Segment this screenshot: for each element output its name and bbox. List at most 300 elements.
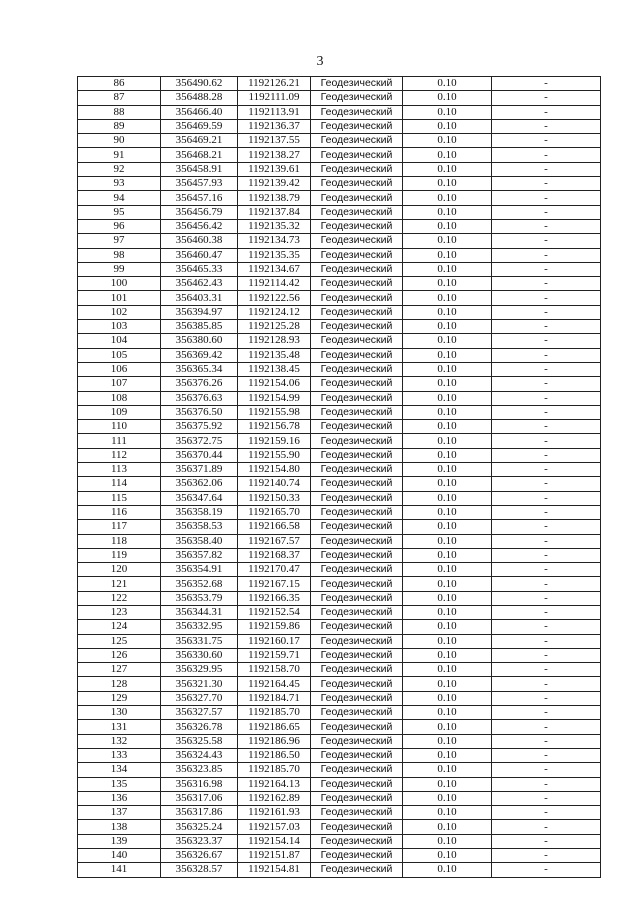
description-cell: - bbox=[492, 691, 601, 705]
method-cell: Геодезический bbox=[311, 706, 403, 720]
x-coordinate-cell: 356358.19 bbox=[161, 505, 238, 519]
x-coordinate-cell: 356326.67 bbox=[161, 849, 238, 863]
table-row bbox=[78, 277, 601, 291]
description-cell: - bbox=[492, 177, 601, 191]
y-coordinate-cell: 1192138.27 bbox=[238, 148, 311, 162]
description-cell: - bbox=[492, 734, 601, 748]
description-cell: - bbox=[492, 134, 601, 148]
method-cell: Геодезический bbox=[311, 362, 403, 376]
table-row bbox=[78, 119, 601, 133]
y-coordinate-cell: 1192137.55 bbox=[238, 134, 311, 148]
description-cell: - bbox=[492, 77, 601, 91]
y-coordinate-cell: 1192152.54 bbox=[238, 605, 311, 619]
method-cell: Геодезический bbox=[311, 849, 403, 863]
point-number-cell: 89 bbox=[78, 119, 161, 133]
y-coordinate-cell: 1192165.70 bbox=[238, 505, 311, 519]
accuracy-cell: 0.10 bbox=[403, 148, 492, 162]
x-coordinate-cell: 356316.98 bbox=[161, 777, 238, 791]
table-row bbox=[78, 706, 601, 720]
method-cell: Геодезический bbox=[311, 691, 403, 705]
table-row bbox=[78, 434, 601, 448]
point-number-cell: 126 bbox=[78, 648, 161, 662]
table-row bbox=[78, 834, 601, 848]
description-cell: - bbox=[492, 420, 601, 434]
y-coordinate-cell: 1192128.93 bbox=[238, 334, 311, 348]
point-number-cell: 121 bbox=[78, 577, 161, 591]
accuracy-cell: 0.10 bbox=[403, 605, 492, 619]
table-row bbox=[78, 863, 601, 877]
x-coordinate-cell: 356468.21 bbox=[161, 148, 238, 162]
y-coordinate-cell: 1192154.06 bbox=[238, 377, 311, 391]
accuracy-cell: 0.10 bbox=[403, 405, 492, 419]
point-number-cell: 139 bbox=[78, 834, 161, 848]
point-number-cell: 104 bbox=[78, 334, 161, 348]
method-cell: Геодезический bbox=[311, 391, 403, 405]
method-cell: Геодезический bbox=[311, 820, 403, 834]
x-coordinate-cell: 356323.85 bbox=[161, 763, 238, 777]
accuracy-cell: 0.10 bbox=[403, 305, 492, 319]
x-coordinate-cell: 356462.43 bbox=[161, 277, 238, 291]
table-row bbox=[78, 405, 601, 419]
x-coordinate-cell: 356326.78 bbox=[161, 720, 238, 734]
method-cell: Геодезический bbox=[311, 291, 403, 305]
table-row bbox=[78, 791, 601, 805]
y-coordinate-cell: 1192154.99 bbox=[238, 391, 311, 405]
accuracy-cell: 0.10 bbox=[403, 420, 492, 434]
table-row bbox=[78, 191, 601, 205]
table-row bbox=[78, 820, 601, 834]
description-cell: - bbox=[492, 219, 601, 233]
x-coordinate-cell: 356352.68 bbox=[161, 577, 238, 591]
table-row bbox=[78, 520, 601, 534]
description-cell: - bbox=[492, 605, 601, 619]
x-coordinate-cell: 356465.33 bbox=[161, 262, 238, 276]
description-cell: - bbox=[492, 849, 601, 863]
x-coordinate-cell: 356354.91 bbox=[161, 563, 238, 577]
point-number-cell: 111 bbox=[78, 434, 161, 448]
point-number-cell: 140 bbox=[78, 849, 161, 863]
table-row bbox=[78, 691, 601, 705]
x-coordinate-cell: 356488.28 bbox=[161, 91, 238, 105]
point-number-cell: 123 bbox=[78, 605, 161, 619]
y-coordinate-cell: 1192164.13 bbox=[238, 777, 311, 791]
table-row bbox=[78, 591, 601, 605]
y-coordinate-cell: 1192154.80 bbox=[238, 463, 311, 477]
accuracy-cell: 0.10 bbox=[403, 391, 492, 405]
y-coordinate-cell: 1192186.65 bbox=[238, 720, 311, 734]
table-row bbox=[78, 291, 601, 305]
table-row bbox=[78, 849, 601, 863]
x-coordinate-cell: 356394.97 bbox=[161, 305, 238, 319]
method-cell: Геодезический bbox=[311, 234, 403, 248]
point-number-cell: 117 bbox=[78, 520, 161, 534]
point-number-cell: 96 bbox=[78, 219, 161, 233]
method-cell: Геодезический bbox=[311, 134, 403, 148]
method-cell: Геодезический bbox=[311, 177, 403, 191]
y-coordinate-cell: 1192135.48 bbox=[238, 348, 311, 362]
y-coordinate-cell: 1192139.61 bbox=[238, 162, 311, 176]
y-coordinate-cell: 1192154.14 bbox=[238, 834, 311, 848]
x-coordinate-cell: 356385.85 bbox=[161, 320, 238, 334]
method-cell: Геодезический bbox=[311, 162, 403, 176]
point-number-cell: 95 bbox=[78, 205, 161, 219]
description-cell: - bbox=[492, 248, 601, 262]
method-cell: Геодезический bbox=[311, 634, 403, 648]
accuracy-cell: 0.10 bbox=[403, 134, 492, 148]
x-coordinate-cell: 356456.42 bbox=[161, 219, 238, 233]
description-cell: - bbox=[492, 405, 601, 419]
table-row bbox=[78, 563, 601, 577]
description-cell: - bbox=[492, 334, 601, 348]
method-cell: Геодезический bbox=[311, 534, 403, 548]
point-number-cell: 99 bbox=[78, 262, 161, 276]
point-number-cell: 133 bbox=[78, 748, 161, 762]
description-cell: - bbox=[492, 591, 601, 605]
accuracy-cell: 0.10 bbox=[403, 362, 492, 376]
description-cell: - bbox=[492, 448, 601, 462]
point-number-cell: 109 bbox=[78, 405, 161, 419]
x-coordinate-cell: 356375.92 bbox=[161, 420, 238, 434]
accuracy-cell: 0.10 bbox=[403, 119, 492, 133]
page-number: 3 bbox=[316, 54, 324, 69]
method-cell: Геодезический bbox=[311, 377, 403, 391]
accuracy-cell: 0.10 bbox=[403, 534, 492, 548]
y-coordinate-cell: 1192185.70 bbox=[238, 706, 311, 720]
method-cell: Геодезический bbox=[311, 219, 403, 233]
method-cell: Геодезический bbox=[311, 648, 403, 662]
description-cell: - bbox=[492, 534, 601, 548]
x-coordinate-cell: 356376.63 bbox=[161, 391, 238, 405]
description-cell: - bbox=[492, 148, 601, 162]
point-number-cell: 93 bbox=[78, 177, 161, 191]
x-coordinate-cell: 356332.95 bbox=[161, 620, 238, 634]
method-cell: Геодезический bbox=[311, 791, 403, 805]
table-row bbox=[78, 806, 601, 820]
table-row bbox=[78, 305, 601, 319]
method-cell: Геодезический bbox=[311, 320, 403, 334]
point-number-cell: 102 bbox=[78, 305, 161, 319]
table-row bbox=[78, 262, 601, 276]
y-coordinate-cell: 1192155.98 bbox=[238, 405, 311, 419]
method-cell: Геодезический bbox=[311, 463, 403, 477]
accuracy-cell: 0.10 bbox=[403, 620, 492, 634]
table-row bbox=[78, 134, 601, 148]
method-cell: Геодезический bbox=[311, 434, 403, 448]
description-cell: - bbox=[492, 777, 601, 791]
description-cell: - bbox=[492, 663, 601, 677]
method-cell: Геодезический bbox=[311, 577, 403, 591]
method-cell: Геодезический bbox=[311, 405, 403, 419]
y-coordinate-cell: 1192124.12 bbox=[238, 305, 311, 319]
method-cell: Геодезический bbox=[311, 448, 403, 462]
point-number-cell: 127 bbox=[78, 663, 161, 677]
x-coordinate-cell: 356380.60 bbox=[161, 334, 238, 348]
accuracy-cell: 0.10 bbox=[403, 348, 492, 362]
y-coordinate-cell: 1192167.57 bbox=[238, 534, 311, 548]
method-cell: Геодезический bbox=[311, 763, 403, 777]
accuracy-cell: 0.10 bbox=[403, 548, 492, 562]
point-number-cell: 105 bbox=[78, 348, 161, 362]
description-cell: - bbox=[492, 377, 601, 391]
coordinates-table-body bbox=[78, 77, 601, 878]
point-number-cell: 138 bbox=[78, 820, 161, 834]
description-cell: - bbox=[492, 91, 601, 105]
table-row bbox=[78, 391, 601, 405]
accuracy-cell: 0.10 bbox=[403, 234, 492, 248]
point-number-cell: 135 bbox=[78, 777, 161, 791]
point-number-cell: 128 bbox=[78, 677, 161, 691]
method-cell: Геодезический bbox=[311, 605, 403, 619]
table-row bbox=[78, 648, 601, 662]
point-number-cell: 132 bbox=[78, 734, 161, 748]
point-number-cell: 115 bbox=[78, 491, 161, 505]
table-row bbox=[78, 91, 601, 105]
accuracy-cell: 0.10 bbox=[403, 734, 492, 748]
x-coordinate-cell: 356469.59 bbox=[161, 119, 238, 133]
x-coordinate-cell: 356457.16 bbox=[161, 191, 238, 205]
description-cell: - bbox=[492, 234, 601, 248]
method-cell: Геодезический bbox=[311, 105, 403, 119]
description-cell: - bbox=[492, 277, 601, 291]
method-cell: Геодезический bbox=[311, 334, 403, 348]
description-cell: - bbox=[492, 119, 601, 133]
method-cell: Геодезический bbox=[311, 677, 403, 691]
accuracy-cell: 0.10 bbox=[403, 177, 492, 191]
y-coordinate-cell: 1192156.78 bbox=[238, 420, 311, 434]
y-coordinate-cell: 1192164.45 bbox=[238, 677, 311, 691]
point-number-cell: 131 bbox=[78, 720, 161, 734]
accuracy-cell: 0.10 bbox=[403, 105, 492, 119]
accuracy-cell: 0.10 bbox=[403, 463, 492, 477]
x-coordinate-cell: 356324.43 bbox=[161, 748, 238, 762]
y-coordinate-cell: 1192136.37 bbox=[238, 119, 311, 133]
method-cell: Геодезический bbox=[311, 734, 403, 748]
x-coordinate-cell: 356376.26 bbox=[161, 377, 238, 391]
point-number-cell: 122 bbox=[78, 591, 161, 605]
table-row bbox=[78, 320, 601, 334]
x-coordinate-cell: 356457.93 bbox=[161, 177, 238, 191]
description-cell: - bbox=[492, 620, 601, 634]
method-cell: Геодезический bbox=[311, 205, 403, 219]
x-coordinate-cell: 356353.79 bbox=[161, 591, 238, 605]
table-row bbox=[78, 248, 601, 262]
table-row bbox=[78, 748, 601, 762]
description-cell: - bbox=[492, 491, 601, 505]
table-row bbox=[78, 348, 601, 362]
x-coordinate-cell: 356344.31 bbox=[161, 605, 238, 619]
y-coordinate-cell: 1192134.67 bbox=[238, 262, 311, 276]
description-cell: - bbox=[492, 806, 601, 820]
y-coordinate-cell: 1192162.89 bbox=[238, 791, 311, 805]
x-coordinate-cell: 356325.24 bbox=[161, 820, 238, 834]
accuracy-cell: 0.10 bbox=[403, 777, 492, 791]
table-row bbox=[78, 448, 601, 462]
description-cell: - bbox=[492, 191, 601, 205]
x-coordinate-cell: 356325.58 bbox=[161, 734, 238, 748]
y-coordinate-cell: 1192122.56 bbox=[238, 291, 311, 305]
x-coordinate-cell: 356329.95 bbox=[161, 663, 238, 677]
accuracy-cell: 0.10 bbox=[403, 849, 492, 863]
method-cell: Геодезический bbox=[311, 520, 403, 534]
point-number-cell: 86 bbox=[78, 77, 161, 91]
y-coordinate-cell: 1192184.71 bbox=[238, 691, 311, 705]
description-cell: - bbox=[492, 548, 601, 562]
y-coordinate-cell: 1192138.79 bbox=[238, 191, 311, 205]
point-number-cell: 129 bbox=[78, 691, 161, 705]
x-coordinate-cell: 356331.75 bbox=[161, 634, 238, 648]
table-row bbox=[78, 463, 601, 477]
x-coordinate-cell: 356372.75 bbox=[161, 434, 238, 448]
point-number-cell: 119 bbox=[78, 548, 161, 562]
method-cell: Геодезический bbox=[311, 663, 403, 677]
table-row bbox=[78, 605, 601, 619]
coordinates-table bbox=[77, 76, 601, 878]
y-coordinate-cell: 1192159.86 bbox=[238, 620, 311, 634]
point-number-cell: 120 bbox=[78, 563, 161, 577]
x-coordinate-cell: 356371.89 bbox=[161, 463, 238, 477]
x-coordinate-cell: 356458.91 bbox=[161, 162, 238, 176]
table-row bbox=[78, 634, 601, 648]
point-number-cell: 112 bbox=[78, 448, 161, 462]
table-row bbox=[78, 177, 601, 191]
point-number-cell: 136 bbox=[78, 791, 161, 805]
point-number-cell: 130 bbox=[78, 706, 161, 720]
y-coordinate-cell: 1192135.35 bbox=[238, 248, 311, 262]
y-coordinate-cell: 1192138.45 bbox=[238, 362, 311, 376]
x-coordinate-cell: 356317.86 bbox=[161, 806, 238, 820]
accuracy-cell: 0.10 bbox=[403, 320, 492, 334]
y-coordinate-cell: 1192160.17 bbox=[238, 634, 311, 648]
point-number-cell: 125 bbox=[78, 634, 161, 648]
description-cell: - bbox=[492, 763, 601, 777]
table-row bbox=[78, 105, 601, 119]
accuracy-cell: 0.10 bbox=[403, 477, 492, 491]
accuracy-cell: 0.10 bbox=[403, 663, 492, 677]
y-coordinate-cell: 1192155.90 bbox=[238, 448, 311, 462]
table-row bbox=[78, 491, 601, 505]
description-cell: - bbox=[492, 362, 601, 376]
point-number-cell: 98 bbox=[78, 248, 161, 262]
point-number-cell: 114 bbox=[78, 477, 161, 491]
accuracy-cell: 0.10 bbox=[403, 748, 492, 762]
x-coordinate-cell: 356358.53 bbox=[161, 520, 238, 534]
accuracy-cell: 0.10 bbox=[403, 334, 492, 348]
point-number-cell: 113 bbox=[78, 463, 161, 477]
description-cell: - bbox=[492, 162, 601, 176]
table-row bbox=[78, 663, 601, 677]
x-coordinate-cell: 356330.60 bbox=[161, 648, 238, 662]
accuracy-cell: 0.10 bbox=[403, 563, 492, 577]
description-cell: - bbox=[492, 520, 601, 534]
table-row bbox=[78, 162, 601, 176]
accuracy-cell: 0.10 bbox=[403, 505, 492, 519]
y-coordinate-cell: 1192157.03 bbox=[238, 820, 311, 834]
method-cell: Геодезический bbox=[311, 620, 403, 634]
accuracy-cell: 0.10 bbox=[403, 77, 492, 91]
accuracy-cell: 0.10 bbox=[403, 277, 492, 291]
method-cell: Геодезический bbox=[311, 348, 403, 362]
method-cell: Геодезический bbox=[311, 477, 403, 491]
method-cell: Геодезический bbox=[311, 491, 403, 505]
description-cell: - bbox=[492, 706, 601, 720]
description-cell: - bbox=[492, 348, 601, 362]
y-coordinate-cell: 1192150.33 bbox=[238, 491, 311, 505]
point-number-cell: 88 bbox=[78, 105, 161, 119]
y-coordinate-cell: 1192168.37 bbox=[238, 548, 311, 562]
y-coordinate-cell: 1192139.42 bbox=[238, 177, 311, 191]
description-cell: - bbox=[492, 634, 601, 648]
table-row bbox=[78, 720, 601, 734]
point-number-cell: 103 bbox=[78, 320, 161, 334]
point-number-cell: 97 bbox=[78, 234, 161, 248]
point-number-cell: 91 bbox=[78, 148, 161, 162]
accuracy-cell: 0.10 bbox=[403, 448, 492, 462]
point-number-cell: 90 bbox=[78, 134, 161, 148]
table-row bbox=[78, 548, 601, 562]
description-cell: - bbox=[492, 205, 601, 219]
x-coordinate-cell: 356328.57 bbox=[161, 863, 238, 877]
accuracy-cell: 0.10 bbox=[403, 205, 492, 219]
y-coordinate-cell: 1192161.93 bbox=[238, 806, 311, 820]
y-coordinate-cell: 1192170.47 bbox=[238, 563, 311, 577]
accuracy-cell: 0.10 bbox=[403, 634, 492, 648]
description-cell: - bbox=[492, 677, 601, 691]
table-row bbox=[78, 477, 601, 491]
x-coordinate-cell: 356327.57 bbox=[161, 706, 238, 720]
accuracy-cell: 0.10 bbox=[403, 863, 492, 877]
y-coordinate-cell: 1192159.16 bbox=[238, 434, 311, 448]
accuracy-cell: 0.10 bbox=[403, 706, 492, 720]
accuracy-cell: 0.10 bbox=[403, 191, 492, 205]
x-coordinate-cell: 356456.79 bbox=[161, 205, 238, 219]
method-cell: Геодезический bbox=[311, 591, 403, 605]
table-row bbox=[78, 505, 601, 519]
x-coordinate-cell: 356460.47 bbox=[161, 248, 238, 262]
accuracy-cell: 0.10 bbox=[403, 820, 492, 834]
y-coordinate-cell: 1192137.84 bbox=[238, 205, 311, 219]
description-cell: - bbox=[492, 505, 601, 519]
accuracy-cell: 0.10 bbox=[403, 262, 492, 276]
y-coordinate-cell: 1192140.74 bbox=[238, 477, 311, 491]
accuracy-cell: 0.10 bbox=[403, 691, 492, 705]
y-coordinate-cell: 1192125.28 bbox=[238, 320, 311, 334]
y-coordinate-cell: 1192134.73 bbox=[238, 234, 311, 248]
accuracy-cell: 0.10 bbox=[403, 520, 492, 534]
table-row bbox=[78, 677, 601, 691]
accuracy-cell: 0.10 bbox=[403, 577, 492, 591]
y-coordinate-cell: 1192154.81 bbox=[238, 863, 311, 877]
description-cell: - bbox=[492, 463, 601, 477]
accuracy-cell: 0.10 bbox=[403, 591, 492, 605]
point-number-cell: 107 bbox=[78, 377, 161, 391]
x-coordinate-cell: 356327.70 bbox=[161, 691, 238, 705]
method-cell: Геодезический bbox=[311, 91, 403, 105]
table-row bbox=[78, 362, 601, 376]
point-number-cell: 87 bbox=[78, 91, 161, 105]
x-coordinate-cell: 356347.64 bbox=[161, 491, 238, 505]
description-cell: - bbox=[492, 748, 601, 762]
x-coordinate-cell: 356460.38 bbox=[161, 234, 238, 248]
description-cell: - bbox=[492, 820, 601, 834]
accuracy-cell: 0.10 bbox=[403, 434, 492, 448]
x-coordinate-cell: 356358.40 bbox=[161, 534, 238, 548]
point-number-cell: 137 bbox=[78, 806, 161, 820]
accuracy-cell: 0.10 bbox=[403, 248, 492, 262]
point-number-cell: 116 bbox=[78, 505, 161, 519]
method-cell: Геодезический bbox=[311, 277, 403, 291]
description-cell: - bbox=[492, 720, 601, 734]
point-number-cell: 134 bbox=[78, 763, 161, 777]
